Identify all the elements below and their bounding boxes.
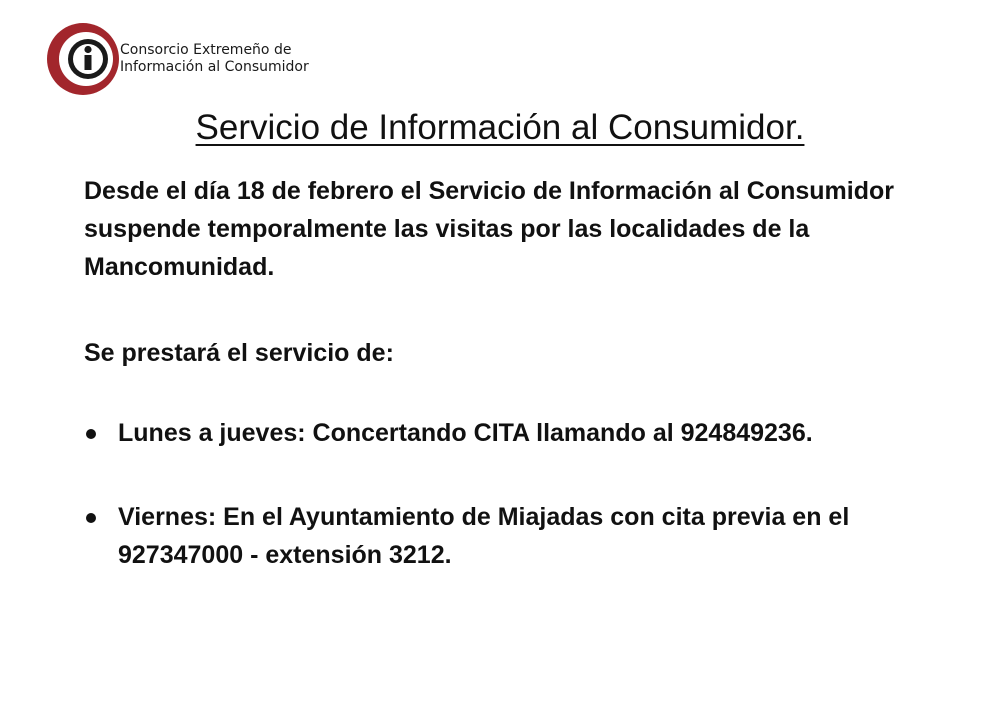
- list-item: [84, 414, 924, 452]
- bullet-icon: [86, 513, 96, 523]
- intro-paragraph: Desde el día 18 de febrero el Servicio de Información al Consumidor suspende temporalmente las visitas por las localidades de la Mancomunidad.: [84, 177, 894, 281]
- page-title-text: Servicio de Información al Consumidor.: [195, 108, 805, 147]
- logo-text: [120, 42, 309, 76]
- info-logo-icon: [46, 22, 120, 96]
- list-item-text: Lunes a jueves: Concertando CITA llamando al 924849236.: [118, 419, 813, 447]
- list-item-text: Viernes: En el Ayuntamiento de Miajadas con cita previa en el 927347000 - extensión 3212.: [118, 503, 850, 569]
- page-title: [0, 106, 1000, 150]
- list-item: [84, 498, 924, 574]
- logo: [46, 22, 336, 98]
- service-list: [84, 414, 924, 620]
- logo-line-2: Información al Consumidor: [120, 59, 309, 75]
- bullet-icon: [86, 429, 96, 439]
- logo-line-1: Consorcio Extremeño de: [120, 42, 292, 58]
- service-lead-text: Se prestará el servicio de:: [84, 339, 394, 367]
